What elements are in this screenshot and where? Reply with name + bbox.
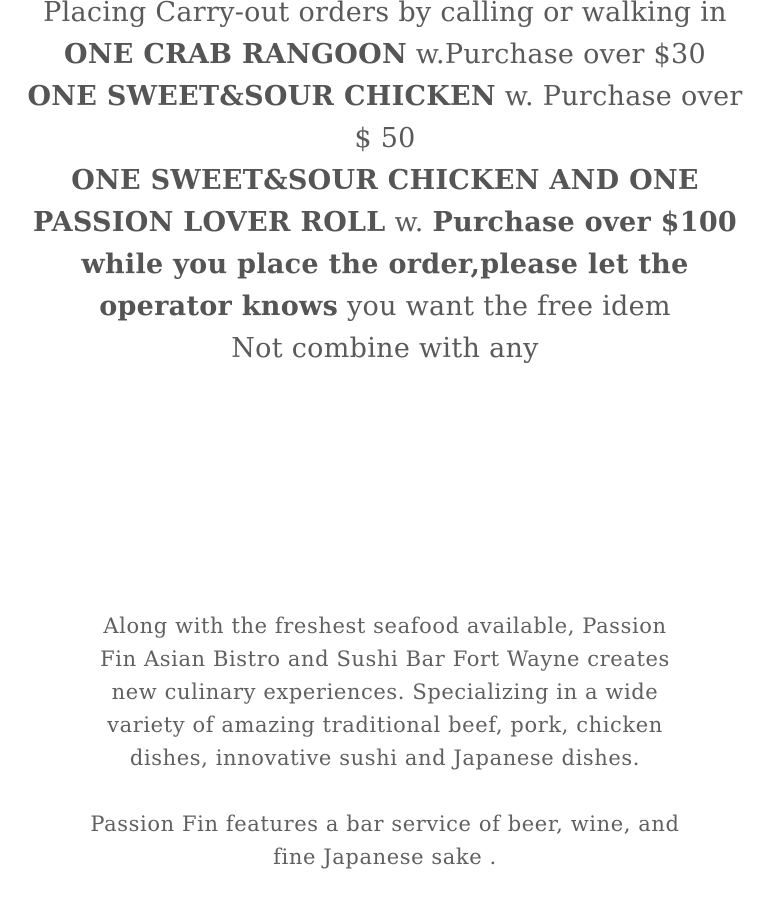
offer-w: w. <box>385 207 433 238</box>
offer-condition: w.Purchase over $30 <box>406 39 706 70</box>
offer-item: ONE CRAB RANGOON <box>64 39 407 70</box>
offer-condition: w. Purchase over $ 50 <box>354 81 743 154</box>
offer-item: ONE SWEET&SOUR CHICKEN <box>27 81 496 112</box>
offer-sweet-sour-chicken <box>20 76 750 160</box>
promo-section <box>20 0 750 370</box>
promo-intro: Placing Carry-out orders by calling or walking in <box>43 0 727 28</box>
about-section <box>85 610 685 874</box>
order-note-rest: you want the free idem <box>338 291 671 322</box>
offer-condition: Purchase over $100 <box>432 207 738 238</box>
order-note-bold: while you place the order,please let the operator knows <box>81 249 689 322</box>
promo-disclaimer: Not combine with any <box>231 333 539 364</box>
offer-item: ONE SWEET&SOUR CHICKEN AND ONE PASSION LOVER ROLL <box>32 165 699 238</box>
offer-crab-rangoon <box>20 34 750 76</box>
order-note <box>20 244 750 328</box>
bar-service-paragraph: Passion Fin features a bar service of beer, wine, and fine Japanese sake . <box>90 812 680 869</box>
about-paragraph: Along with the freshest seafood available, Passion Fin Asian Bistro and Sushi Bar Fort Wayne creates new culinary experiences. Specializing in a wide variety of amazing traditional beef, pork, chicken dishes, innovative sushi and Japanese dishes. <box>100 614 670 770</box>
offer-combo <box>20 160 750 244</box>
